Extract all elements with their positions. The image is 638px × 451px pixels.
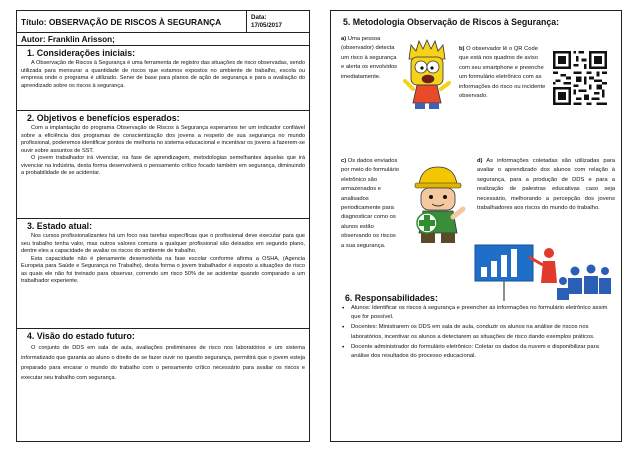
responsibilities-heading: 6. Responsabilidades: <box>345 293 438 303</box>
section-paragraph: Esta capacidade não é plenamente desenvolvida na fase escolar conforme afirma a OSHA, (Agencia Europeia para Saúde e Segurança no Trabalho), desta forma o jovem trabalhador é exposto a situações de risco as quais ele não foi treinado para observar, correndo um risco 50% de se acidentar quando comparado a um trabalhador experiente. <box>21 255 305 284</box>
list-item <box>339 323 617 341</box>
list-item-text: Alunos: Identificar os riscos à segurança e preencher as informações no formulário eletrônico assim que for possível. <box>351 305 608 321</box>
section-heading: 2. Objetivos e benefícios esperados: <box>27 113 180 123</box>
cartoon-character-illustration <box>401 39 453 111</box>
step-b <box>459 45 547 101</box>
list-item <box>339 343 617 361</box>
step-a-label: a) <box>341 36 347 42</box>
safety-worker-illustration <box>407 163 469 247</box>
responsibilities-section <box>339 293 617 362</box>
section-heading: 3. Estado atual: <box>27 221 93 231</box>
step-b-text: O observador lê o QR Code que está nos quadros de aviso com seu smartphone e preenche um formulário eletrônico com as informações do risco ou incidente observado. <box>459 46 546 100</box>
section-paragraph: O jovem trabalhador irá vivenciar, na fase de aprendizagem, metodologias semelhantes àquelas que irá vivenciar na indústria, desta forma desenvolverá o pensamento crítico focado também em segurança, diminuindo a probabilidade de se acidentar. <box>21 155 305 176</box>
section-paragraph: O conjunto de DDS em sala de aula, avaliações preliminares de risco nos laboratórios e um sistema informatizado que garanta ao aluno o direito de se fazer ouvir no quesito segurança, permitirá que o jovem esteja preparado para encarar o mundo do trabalho com o pensamento crítico necessário para avaliar os riscos e executar seu trabalho com segurança. <box>21 345 305 382</box>
list-item-text: Docente administrador do formulário eletrônico: Coletar os dados da nuvem e disponibilizar para análise dos resultados do processo educacional. <box>351 343 599 360</box>
document-title: Título: OBSERVAÇÃO DE RISCOS À SEGURANÇA <box>17 11 247 32</box>
section-future-state <box>17 329 309 442</box>
responsibilities-list <box>339 304 617 361</box>
step-d-label: d) <box>477 158 483 164</box>
step-d <box>477 157 615 213</box>
bullet-icon: • <box>342 324 345 332</box>
section-current-state <box>17 219 309 329</box>
date-value: 17/05/2017 <box>251 22 282 29</box>
step-c-text: Os dados enviados por meio do formulário eletrônico são armazenados e analisados periodicamente para diagnosticar como os alunos estão observando os riscos a sua segurança. <box>341 158 399 249</box>
step-c <box>341 157 399 251</box>
header-row <box>17 11 309 33</box>
section-heading: 4. Visão do estado futuro: <box>27 331 135 341</box>
section-objectives <box>17 111 309 219</box>
section-paragraph: Nos cursos profissionalizantes há um foco nas tarefas específicas que o profissional deve executar para que seu trabalho tenha valor, mas outros valores comuns a qualquer profissional são deixados em segundo plano, dentre eles a capacidade de avaliar os riscos do ambiente de trabalho. <box>21 233 305 254</box>
date-label: Data: <box>251 14 267 21</box>
section-heading: 1. Considerações iniciais: <box>27 48 136 58</box>
date-box <box>247 11 309 32</box>
section-considerations <box>17 46 309 111</box>
list-item-text: Docentes: Ministrarem os DDS em sala de aula, conduzir os alunos na análise de riscos nos laboratórios, incentivar os alunos a detectarem as situações de risco dando exemplos práticos. <box>351 324 595 340</box>
bullet-icon: • <box>342 305 345 312</box>
step-c-label: c) <box>341 158 347 164</box>
section-paragraph: A Observação de Riscos à Segurança é uma ferramenta de registro das situações de risco observadas, sendo utilizada para mensurar a quantidade de riscos que estamos expostos no ambiente de trabalho, escola ou empresa onde o programa é utilizado. Serve de base para planos de ação de segurança e para a avaliação do aprendizado sobre os riscos à segurança. <box>21 60 305 89</box>
right-page <box>330 10 622 442</box>
list-item <box>339 304 617 322</box>
left-page <box>16 10 310 442</box>
section-paragraph: Com a implantação do programa Observação de Riscos à Segurança esperamos ter um indicador confiável sobre a eficiência dos programas de conscientização dos jovens a respeito de sua segurança no mundo profissional, poderemos identificar pontos de melhoria no sistema educacional e incentivar os jovens a fazerem-se ouvir sobre assuntos de SST. <box>21 125 305 154</box>
bullet-icon: • <box>342 343 345 351</box>
step-a <box>341 35 401 82</box>
step-a-text: Uma pessoa (observador) detecta um risco à segurança e alerta os envolvidos imediatamente. <box>341 36 398 80</box>
methodology-title: 5. Metodologia Observação de Riscos à Segurança: <box>343 17 560 27</box>
qr-code-image <box>553 51 607 105</box>
author-line: Autor: Franklin Arisson; <box>17 33 309 46</box>
step-d-text: As informações coletadas são utilizadas para avaliar o aprendizado dos alunos com relação à segurança, para a produção de DDS e para a realização de palestras educativas caso seja necessário, melhorando a percepção dos jovens trabalhadores aos riscos do mundo do trabalho. <box>477 158 615 212</box>
step-b-label: b) <box>459 46 465 52</box>
